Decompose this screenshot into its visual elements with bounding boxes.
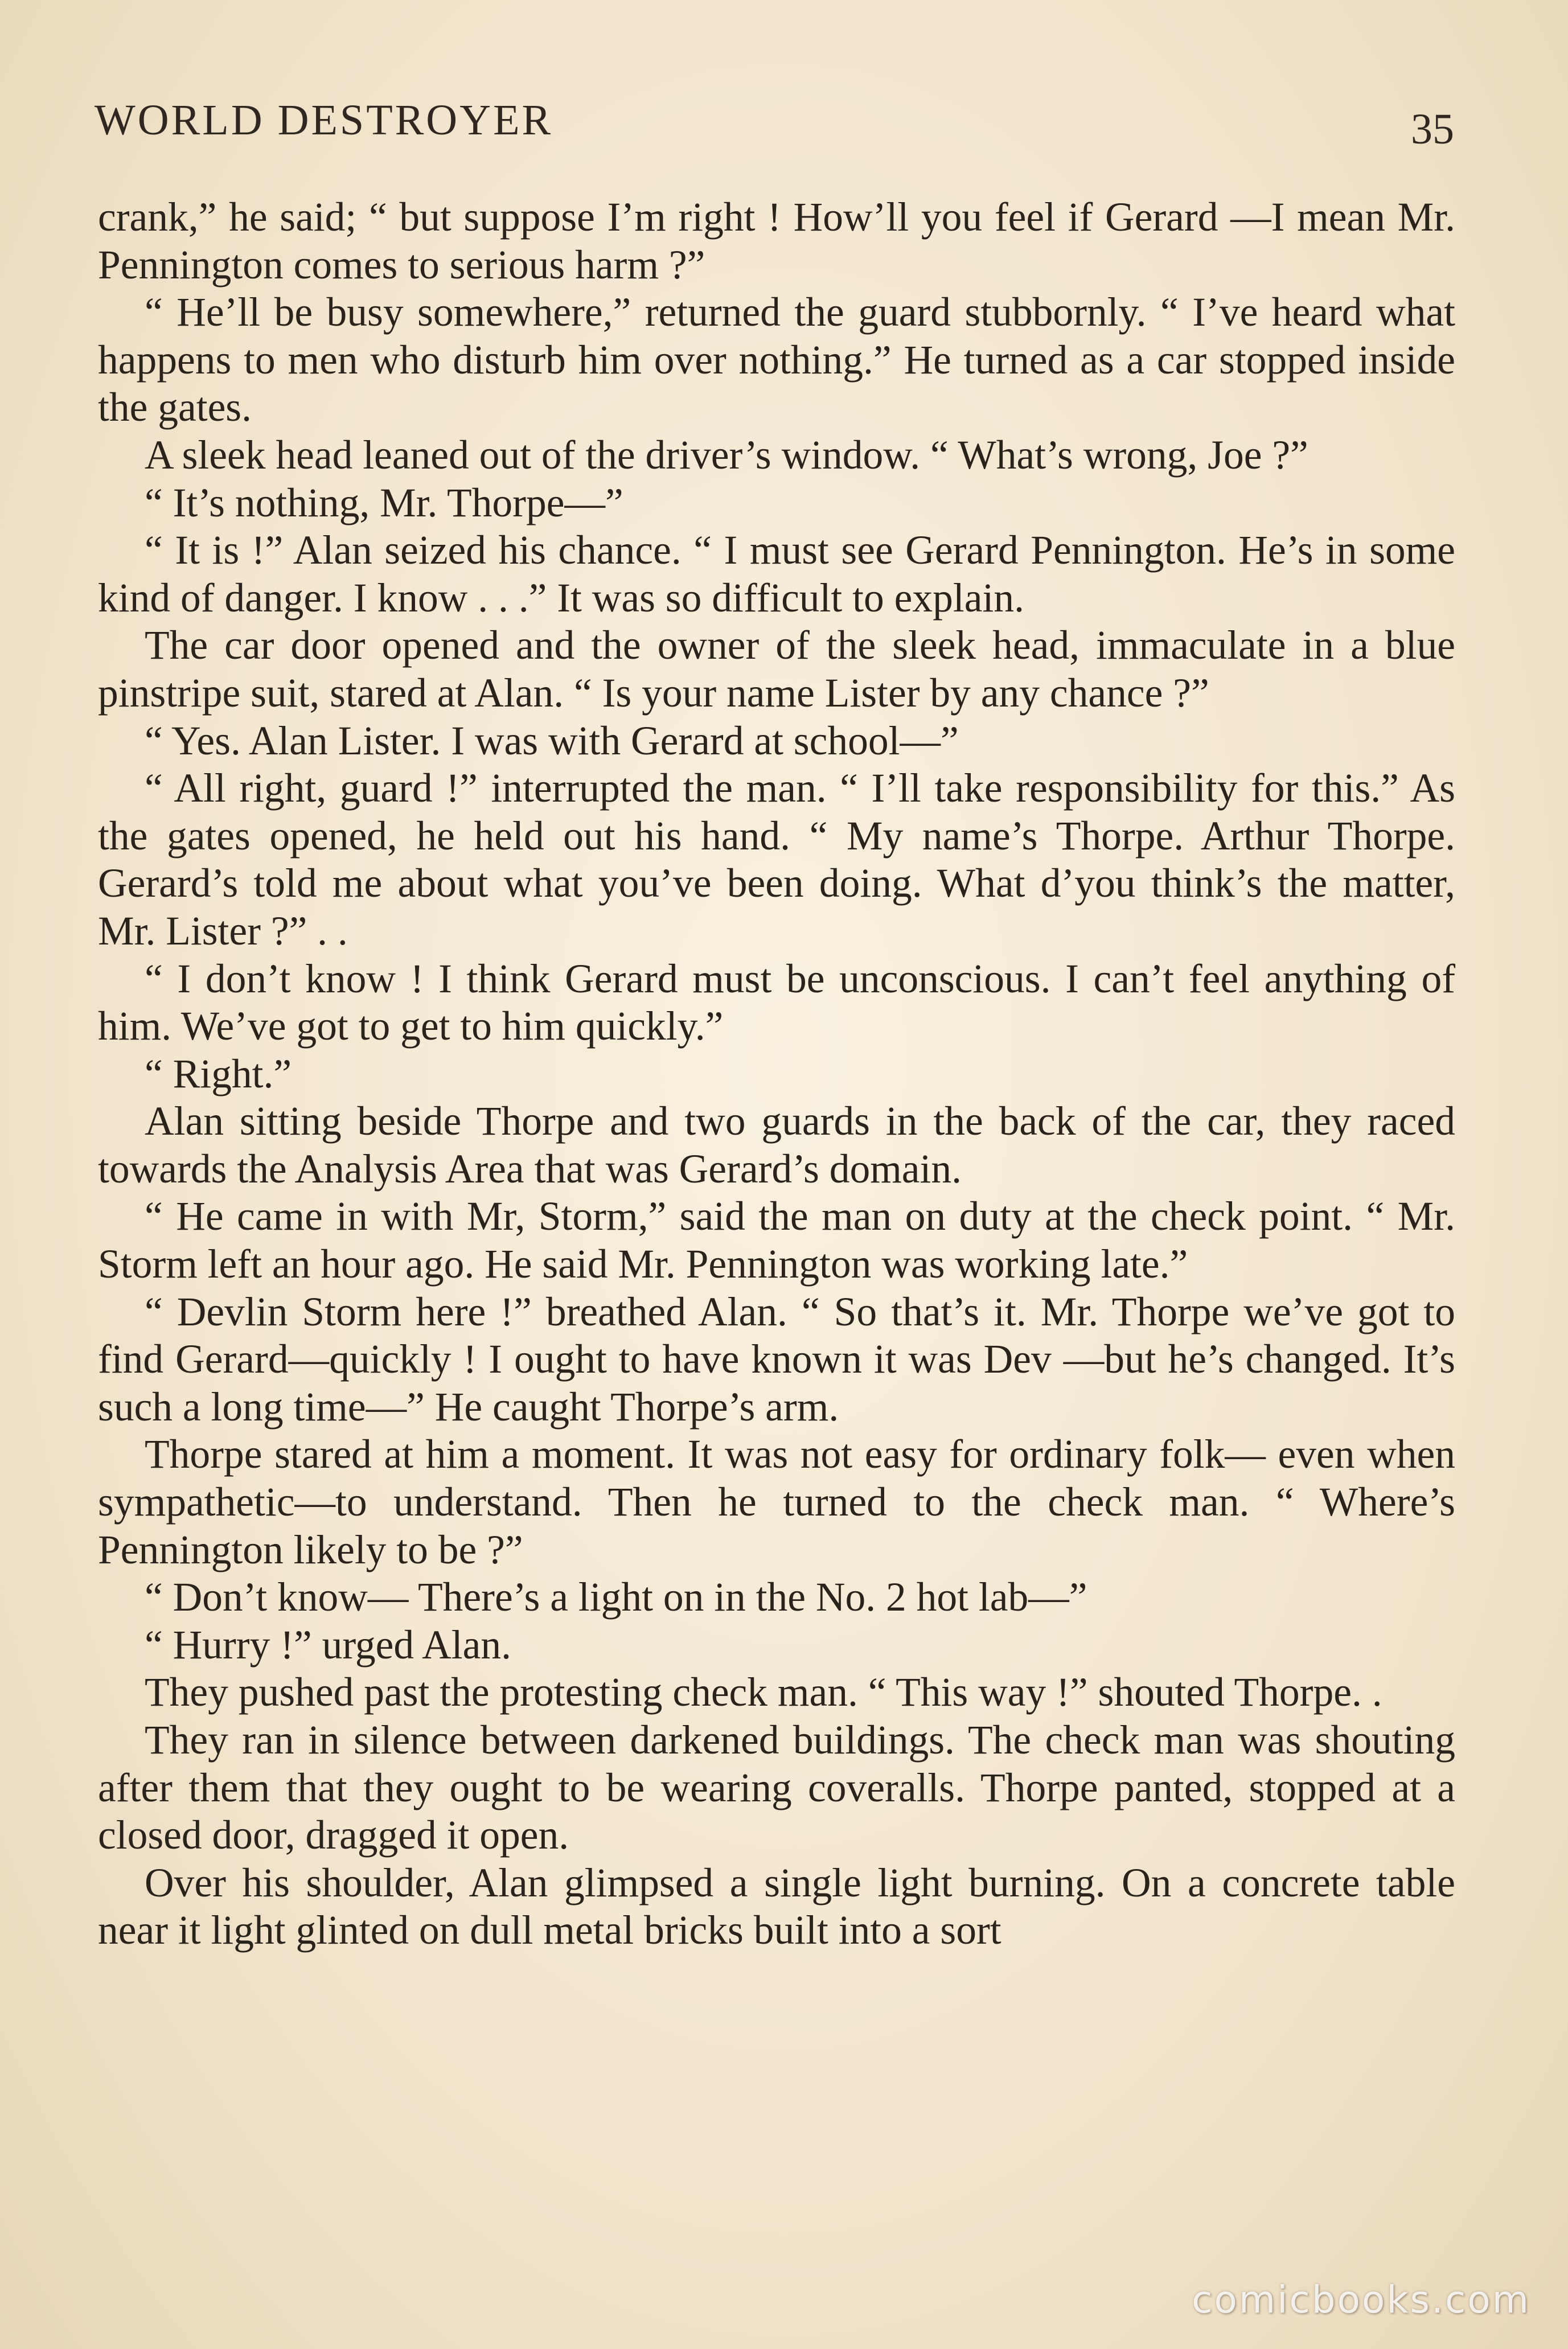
paragraph: “ Devlin Storm here !” breathed Alan. “ So that’s it. Mr. Thorpe we’ve got to find Gerard—quickly ! I ought to have known it was Dev —but he’s changed. It’s such a long time—” He caught Thorpe’s arm. [98, 1289, 1455, 1430]
paragraph: “ It is !” Alan seized his chance. “ I must see Gerard Pennington. He’s in some kind of danger. I know . . .” It was so difficult to explain. [98, 528, 1455, 621]
paragraph: A sleek head leaned out of the driver’s window. “ What’s wrong, Joe ?” [145, 432, 1308, 478]
paragraph: “ He came in with Mr, Storm,” said the man on duty at the check point. “ Mr. Storm left an hour ago. He said Mr. Pennington was working late.” [98, 1194, 1455, 1287]
page-number: 35 [1411, 105, 1454, 153]
paragraph: The car door opened and the owner of the sleek head, immaculate in a blue pinstripe suit, stared at Alan. “ Is your name Lister by any chance ?” [98, 623, 1455, 716]
page-header [95, 96, 1454, 158]
paragraph: “ Right.” [145, 1051, 292, 1097]
paragraph: “ All right, guard !” interrupted the man. “ I’ll take responsibility for this.” As the gates opened, he held out his hand. “ My name’s Thorpe. Arthur Thorpe. Gerard’s told me about what you’ve been doing. What d’you think’s the matter, Mr. Lister ?” . . [98, 766, 1455, 954]
paragraph: Thorpe stared at him a moment. It was not easy for ordinary folk— even when sympathetic—to understand. Then he turned to the check man. “ Where’s Pennington likely to be ?” [98, 1432, 1455, 1572]
paragraph: Over his shoulder, Alan glimpsed a single light burning. On a concrete table near it light glinted on dull metal bricks built into a sort [98, 1860, 1455, 1953]
paragraph: Alan sitting beside Thorpe and two guards in the back of the car, they raced towards the Analysis Area that was Gerard’s domain. [98, 1099, 1455, 1192]
watermark: comicbooks.com [1192, 2278, 1530, 2322]
paragraph: “ He’ll be busy somewhere,” returned the guard stubbornly. “ I’ve heard what happens to men who disturb him over nothing.” He turned as a car stopped inside the gates. [98, 290, 1455, 430]
running-head: WORLD DESTROYER [95, 96, 553, 144]
paragraph: “ Hurry !” urged Alan. [145, 1622, 511, 1668]
body-text [98, 194, 1455, 1954]
paragraph: “ Yes. Alan Lister. I was with Gerard at school—” [145, 718, 959, 763]
paragraph: They ran in silence between darkened buildings. The check man was shouting after them that they ought to be wearing coveralls. Thorpe panted, stopped at a closed door, dragged it open. [98, 1718, 1455, 1858]
paragraph: crank,” he said; “ but suppose I’m right ! How’ll you feel if Gerard —I mean Mr. Pennington comes to serious harm ?” [98, 195, 1455, 288]
paragraph: “ It’s nothing, Mr. Thorpe—” [145, 480, 623, 525]
paragraph: “ I don’t know ! I think Gerard must be unconscious. I can’t feel anything of him. We’ve got to get to him quickly.” [98, 956, 1455, 1049]
paragraph: They pushed past the protesting check man. “ This way !” shouted Thorpe. . [145, 1670, 1382, 1715]
paragraph: “ Don’t know— There’s a light on in the No. 2 hot lab—” [145, 1575, 1087, 1620]
